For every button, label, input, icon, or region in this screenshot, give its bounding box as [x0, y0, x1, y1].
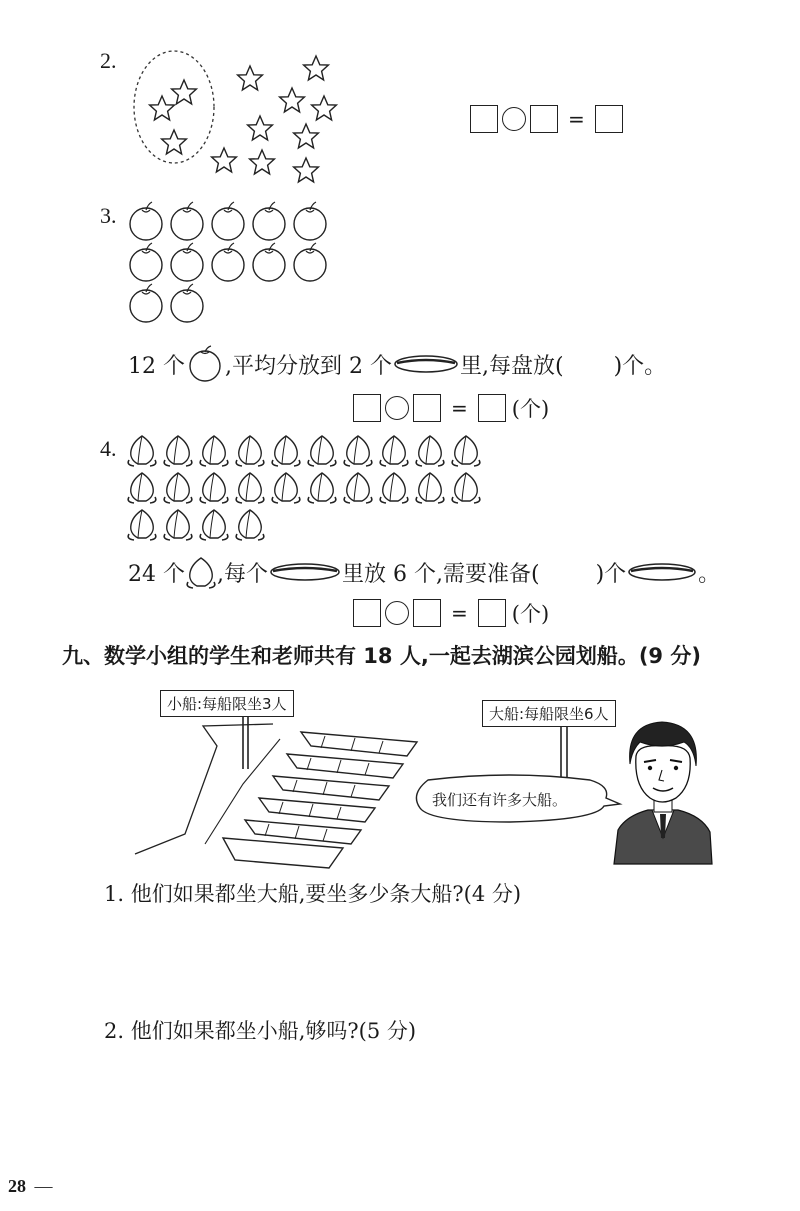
- apple-icon: [294, 243, 326, 281]
- apple-icon: [212, 243, 244, 281]
- peach-icon: [236, 436, 264, 466]
- problem-4-sentence: [128, 555, 720, 589]
- star-icon: [312, 96, 337, 120]
- equals-sign: =: [451, 396, 468, 420]
- peach-icon: [186, 555, 216, 589]
- apple-icon: [130, 202, 162, 240]
- equals-sign: =: [568, 107, 585, 131]
- sentence-text: )个: [595, 561, 627, 587]
- peach-icon: [272, 473, 300, 503]
- star-icon: [162, 130, 187, 154]
- big-boat-sign: 大船:每船限坐6人: [482, 700, 616, 727]
- peach-icon: [452, 473, 480, 503]
- result-box[interactable]: [478, 394, 506, 422]
- star-icon: [294, 158, 319, 182]
- star-icon: [280, 88, 305, 112]
- peach-icon: [380, 473, 408, 503]
- problem-3-number: 3.: [100, 203, 117, 228]
- result-box[interactable]: [595, 105, 623, 133]
- result-box[interactable]: [478, 599, 506, 627]
- equals-sign: =: [451, 601, 468, 625]
- unit-label: (个): [511, 602, 550, 626]
- peach-icon: [128, 436, 156, 466]
- peach-icon: [308, 473, 336, 503]
- peach-icon: [344, 473, 372, 503]
- apple-icon: [253, 202, 285, 240]
- dashed-circle-group: [134, 51, 214, 163]
- sentence-text: )个。: [613, 353, 667, 379]
- problem-4-equation: [353, 598, 549, 628]
- peach-icon: [200, 510, 228, 540]
- star-icon: [238, 66, 263, 90]
- problem-4-peaches-figure: [126, 432, 486, 544]
- peach-icon: [236, 473, 264, 503]
- star-icon: [172, 80, 197, 104]
- peach-icon: [452, 436, 480, 466]
- answer-box[interactable]: [353, 394, 381, 422]
- star-icon: [248, 116, 273, 140]
- sentence-text: ,每个: [217, 561, 268, 587]
- question-1-answer-area[interactable]: [104, 912, 704, 1002]
- answer-box[interactable]: [530, 105, 558, 133]
- peach-icon: [416, 473, 444, 503]
- operator-circle[interactable]: [502, 107, 526, 131]
- operator-circle[interactable]: [385, 601, 409, 625]
- apple-icon: [171, 202, 203, 240]
- plate-icon: [393, 353, 459, 375]
- peach-icon: [200, 473, 228, 503]
- peach-icon: [236, 510, 264, 540]
- peach-icon: [164, 436, 192, 466]
- problem-4-number: 4.: [100, 436, 117, 461]
- peach-icon: [128, 473, 156, 503]
- sentence-text: ,平均分放到 2 个: [225, 353, 392, 379]
- footer-dash: —: [34, 1176, 53, 1196]
- peach-icon: [416, 436, 444, 466]
- teacher-avatar: [612, 720, 714, 866]
- section-9-heading: 九、数学小组的学生和老师共有 18 人,一起去湖滨公园划船。(9 分): [62, 644, 701, 668]
- sentence-text: 里,每盘放(: [459, 353, 564, 379]
- problem-3-equation: [353, 393, 549, 423]
- problem-3-sentence: [128, 346, 666, 382]
- peach-icon: [128, 510, 156, 540]
- star-icon: [250, 150, 275, 174]
- answer-box[interactable]: [470, 105, 498, 133]
- answer-box[interactable]: [353, 599, 381, 627]
- problem-3-apples-figure: [126, 200, 336, 330]
- peach-icon: [380, 436, 408, 466]
- sentence-text: 12 个: [128, 353, 185, 379]
- operator-circle[interactable]: [385, 396, 409, 420]
- sentence-text: 。: [698, 561, 721, 587]
- unit-label: (个): [511, 397, 550, 421]
- apple-icon: [130, 284, 162, 322]
- apple-icon: [253, 243, 285, 281]
- peach-icon: [308, 436, 336, 466]
- peach-icon: [344, 436, 372, 466]
- question-1: 1. 他们如果都坐大船,要坐多少条大船?(4 分): [104, 882, 522, 906]
- peach-icon: [200, 436, 228, 466]
- apple-icon: [130, 243, 162, 281]
- peach-icon: [272, 436, 300, 466]
- answer-box[interactable]: [413, 394, 441, 422]
- apple-icon: [171, 284, 203, 322]
- sentence-text: 里放 6 个,需要准备(: [342, 561, 540, 587]
- small-boat-sign: 小船:每船限坐3人: [160, 690, 294, 717]
- problem-2-number: 2.: [100, 48, 117, 73]
- peach-icon: [164, 473, 192, 503]
- problem-2-equation: [470, 105, 623, 133]
- peach-icon: [164, 510, 192, 540]
- page-footer: [8, 1176, 53, 1197]
- big-boat-sign-post: [555, 718, 575, 782]
- speech-bubble-text: 我们还有许多大船。: [432, 791, 568, 809]
- question-2: 2. 他们如果都坐小船,够吗?(5 分): [104, 1019, 417, 1043]
- answer-box[interactable]: [413, 599, 441, 627]
- question-2-answer-area[interactable]: [104, 1050, 704, 1160]
- sentence-text: 24 个: [128, 561, 185, 587]
- star-icon: [294, 124, 319, 148]
- page-number: 28: [8, 1176, 26, 1196]
- plate-icon: [627, 561, 697, 583]
- problem-2-stars-figure: [120, 45, 360, 195]
- apple-icon: [171, 243, 203, 281]
- apple-icon: [186, 346, 224, 382]
- apple-icon: [212, 202, 244, 240]
- plate-icon: [269, 561, 341, 583]
- star-icon: [304, 56, 329, 80]
- apple-icon: [294, 202, 326, 240]
- star-icon: [212, 148, 237, 172]
- star-icon: [150, 96, 175, 120]
